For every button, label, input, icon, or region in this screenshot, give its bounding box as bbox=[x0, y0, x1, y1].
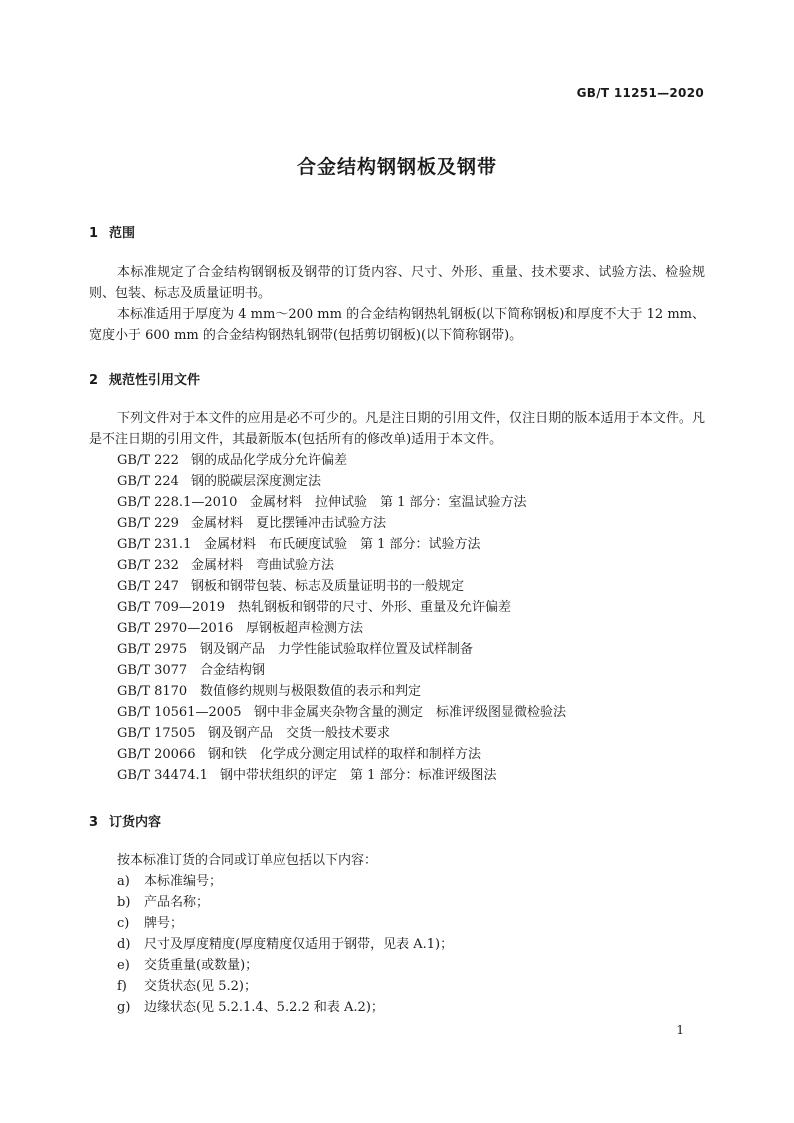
reference-code: GB/T 224 bbox=[117, 474, 179, 489]
reference-code: GB/T 34474.1 bbox=[117, 768, 208, 783]
reference-code: GB/T 232 bbox=[117, 558, 179, 573]
reference-item bbox=[117, 471, 566, 492]
list-item bbox=[117, 892, 453, 913]
item-text: 交货重量(或数量)； bbox=[144, 958, 259, 973]
reference-item bbox=[117, 450, 566, 471]
section-number: 3 bbox=[89, 815, 99, 830]
reference-code: GB/T 222 bbox=[117, 453, 179, 468]
reference-code: GB/T 10561—2005 bbox=[117, 705, 242, 720]
ordering-intro-paragraph: 按本标准订货的合同或订单应包括以下内容： bbox=[117, 853, 378, 868]
list-item bbox=[117, 913, 453, 934]
section-number: 1 bbox=[89, 226, 99, 241]
reference-item bbox=[117, 513, 566, 534]
section-title: 范围 bbox=[109, 226, 136, 241]
item-text: 边缘状态(见 5.2.1.4、5.2.2 和表 A.2)； bbox=[144, 1000, 384, 1015]
scope-paragraph-2: 本标准适用于厚度为 4 mm～200 mm 的合金结构钢热轧钢板(以下简称钢板)和厚度不大于 12 mm、宽度小于 600 mm 的合金结构钢热轧钢带(包括剪切钢板)(以下简称钢带)。 bbox=[89, 307, 705, 343]
list-item bbox=[117, 871, 453, 892]
section-heading-ordering bbox=[89, 811, 161, 830]
standard-code: GB/T 11251—2020 bbox=[576, 86, 704, 100]
reference-title: 数值修约规则与极限数值的表示和判定 bbox=[200, 684, 422, 699]
document-title: 合金结构钢钢板及钢带 bbox=[296, 156, 497, 178]
item-letter: e) bbox=[117, 958, 130, 973]
reference-code: GB/T 3077 bbox=[117, 663, 188, 678]
reference-item bbox=[117, 639, 566, 660]
list-item bbox=[117, 976, 453, 997]
reference-title: 厚钢板超声检测方法 bbox=[246, 621, 364, 636]
section-heading-scope bbox=[89, 222, 135, 241]
reference-item bbox=[117, 576, 566, 597]
item-letter: b) bbox=[117, 895, 131, 910]
item-text: 本标准编号； bbox=[144, 874, 223, 889]
reference-item bbox=[117, 681, 566, 702]
reference-title: 金属材料 拉伸试验 第 1 部分：室温试验方法 bbox=[250, 495, 527, 510]
reference-title: 合金结构钢 bbox=[200, 663, 266, 678]
item-text: 交货状态(见 5.2)； bbox=[144, 979, 257, 994]
list-item bbox=[117, 997, 453, 1018]
reference-title: 钢的脱碳层深度测定法 bbox=[191, 474, 322, 489]
reference-code: GB/T 2975 bbox=[117, 642, 188, 657]
reference-title: 钢中非金属夹杂物含量的测定 标准评级图显微检验法 bbox=[254, 705, 567, 720]
reference-item bbox=[117, 744, 566, 765]
reference-item bbox=[117, 492, 566, 513]
reference-title: 金属材料 布氏硬度试验 第 1 部分：试验方法 bbox=[204, 537, 481, 552]
reference-code: GB/T 20066 bbox=[117, 747, 196, 762]
list-item bbox=[117, 955, 453, 976]
reference-item bbox=[117, 660, 566, 681]
item-letter: d) bbox=[117, 937, 131, 952]
reference-item bbox=[117, 723, 566, 744]
reference-code: GB/T 231.1 bbox=[117, 537, 192, 552]
section-number: 2 bbox=[89, 373, 99, 388]
reference-item bbox=[117, 597, 566, 618]
reference-item bbox=[117, 765, 566, 786]
item-text: 尺寸及厚度精度(厚度精度仅适用于钢带，见表 A.1)； bbox=[144, 937, 454, 952]
reference-title: 钢的成品化学成分允许偏差 bbox=[191, 453, 348, 468]
reference-title: 金属材料 夏比摆锤冲击试验方法 bbox=[191, 516, 387, 531]
section-heading-normative-references bbox=[89, 369, 200, 388]
reference-code: GB/T 247 bbox=[117, 579, 179, 594]
section-title: 订货内容 bbox=[109, 815, 162, 830]
reference-code: GB/T 2970—2016 bbox=[117, 621, 234, 636]
reference-code: GB/T 228.1—2010 bbox=[117, 495, 238, 510]
reference-list bbox=[117, 450, 566, 786]
reference-title: 热轧钢板和钢带的尺寸、外形、重量及允许偏差 bbox=[238, 600, 512, 615]
reference-title: 钢及钢产品 力学性能试验取样位置及试样制备 bbox=[200, 642, 474, 657]
reference-title: 钢中带状组织的评定 第 1 部分：标准评级图法 bbox=[220, 768, 497, 783]
item-letter: f) bbox=[117, 979, 127, 994]
reference-title: 钢及钢产品 交货一般技术要求 bbox=[208, 726, 391, 741]
reference-item bbox=[117, 618, 566, 639]
item-letter: g) bbox=[117, 1000, 131, 1015]
references-intro-paragraph: 下列文件对于本文件的应用是必不可少的。凡是注日期的引用文件，仅注日期的版本适用于本文件。凡是不注日期的引用文件，其最新版本(包括所有的修改单)适用于本文件。 bbox=[89, 411, 705, 447]
reference-code: GB/T 229 bbox=[117, 516, 179, 531]
reference-item bbox=[117, 534, 566, 555]
item-letter: a) bbox=[117, 874, 130, 889]
reference-title: 钢和铁 化学成分测定用试样的取样和制样方法 bbox=[208, 747, 482, 762]
item-letter: c) bbox=[117, 916, 130, 931]
reference-item bbox=[117, 555, 566, 576]
item-text: 产品名称； bbox=[144, 895, 210, 910]
reference-title: 金属材料 弯曲试验方法 bbox=[191, 558, 335, 573]
ordering-item-list bbox=[117, 871, 453, 1018]
list-item bbox=[117, 934, 453, 955]
page-number: 1 bbox=[676, 1023, 684, 1037]
item-text: 牌号； bbox=[144, 916, 184, 931]
reference-code: GB/T 17505 bbox=[117, 726, 196, 741]
reference-code: GB/T 709—2019 bbox=[117, 600, 226, 615]
scope-paragraph-1: 本标准规定了合金结构钢钢板及钢带的订货内容、尺寸、外形、重量、技术要求、试验方法、检验规则、包装、标志及质量证明书。 bbox=[89, 265, 705, 301]
reference-item bbox=[117, 702, 566, 723]
section-title: 规范性引用文件 bbox=[109, 373, 201, 388]
reference-title: 钢板和钢带包装、标志及质量证明书的一般规定 bbox=[191, 579, 465, 594]
reference-code: GB/T 8170 bbox=[117, 684, 188, 699]
